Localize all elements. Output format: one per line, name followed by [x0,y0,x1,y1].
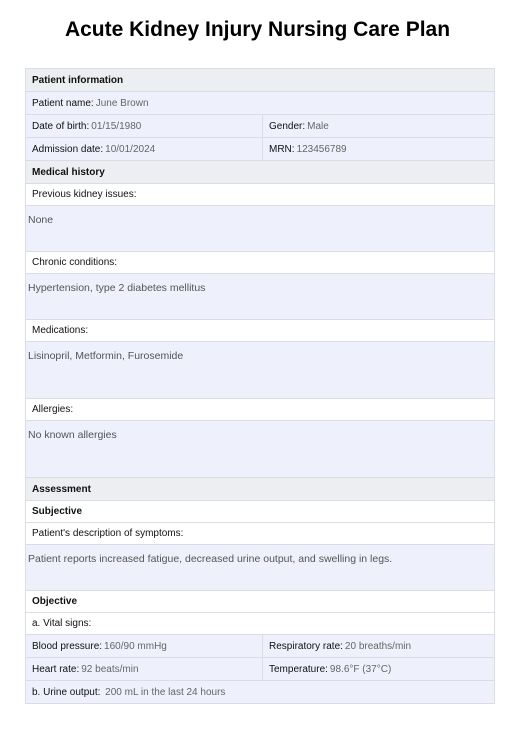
patient-name-value[interactable]: June Brown [95,97,149,109]
bp-rr-row [26,634,494,657]
mrn-field[interactable] [263,138,494,160]
blood-pressure-value[interactable]: 160/90 mmHg [104,640,167,652]
respiratory-rate-value[interactable]: 20 breaths/min [344,640,412,652]
field-label: Previous kidney issues: [32,189,137,200]
section-assessment [26,477,494,500]
admission-date-field[interactable] [26,138,263,160]
field-value: Patient reports increased fatigue, decreased urine output, and swelling in legs. [28,553,393,565]
care-plan-form [25,68,495,704]
field-label: Date of birth: [32,120,90,132]
gender-field[interactable] [263,115,494,137]
chronic-conditions-textarea[interactable] [26,273,494,319]
vital-signs-label [26,612,494,634]
field-label: Chronic conditions: [32,257,118,268]
field-value: Lisinopril, Metformin, Furosemide [28,350,184,362]
urine-output-field[interactable] [26,680,494,703]
field-label: Patient name: [32,97,94,109]
page-title: Acute Kidney Injury Nursing Care Plan [64,18,451,41]
allergies-textarea[interactable] [26,420,494,477]
field-label: Patient's description of symptoms: [32,528,184,539]
respiratory-rate-field[interactable] [263,635,494,657]
admission-mrn-row [26,137,494,160]
section-medical-history [26,160,494,183]
hr-temp-row [26,657,494,680]
section-heading: Patient information [32,74,124,86]
subjective-heading [26,500,494,522]
temperature-field[interactable] [263,658,494,680]
dob-value[interactable]: 01/15/1980 [91,120,142,132]
field-label: Temperature: [269,663,328,675]
objective-heading [26,590,494,612]
field-label: Heart rate: [32,663,80,675]
section-heading: Assessment [32,483,91,495]
gender-value[interactable]: Male [307,120,329,132]
field-label: Admission date: [32,143,104,155]
previous-kidney-issues-label [26,183,494,205]
field-label: b. Urine output: [32,686,101,698]
section-patient-information [26,68,494,91]
field-value: None [28,214,54,226]
field-label: Medications: [32,325,89,336]
field-label: Allergies: [32,404,74,415]
section-heading: Medical history [32,166,105,178]
dob-gender-row [26,114,494,137]
subsection-heading: Subjective [32,506,83,517]
field-label: Gender: [269,120,306,132]
medications-label [26,319,494,341]
field-label: Respiratory rate: [269,640,343,652]
mrn-value[interactable]: 123456789 [296,143,347,155]
field-label: Blood pressure: [32,640,103,652]
heart-rate-value[interactable]: 92 beats/min [81,663,139,675]
allergies-label [26,398,494,420]
temperature-value[interactable]: 98.6°F (37°C) [329,663,392,675]
admission-date-value[interactable]: 10/01/2024 [105,143,156,155]
field-value: Hypertension, type 2 diabetes mellitus [28,282,206,294]
dob-field[interactable] [26,115,263,137]
field-label: a. Vital signs: [32,618,92,629]
heart-rate-field[interactable] [26,658,263,680]
chronic-conditions-label [26,251,494,273]
symptoms-description-textarea[interactable] [26,544,494,590]
symptoms-description-label [26,522,494,544]
patient-name-field[interactable] [26,91,494,114]
field-label: MRN: [269,143,295,155]
subsection-heading: Objective [32,596,78,607]
blood-pressure-field[interactable] [26,635,263,657]
previous-kidney-issues-textarea[interactable] [26,205,494,251]
field-value: No known allergies [28,429,117,441]
urine-output-value[interactable]: 200 mL in the last 24 hours [102,686,226,698]
medications-textarea[interactable] [26,341,494,398]
